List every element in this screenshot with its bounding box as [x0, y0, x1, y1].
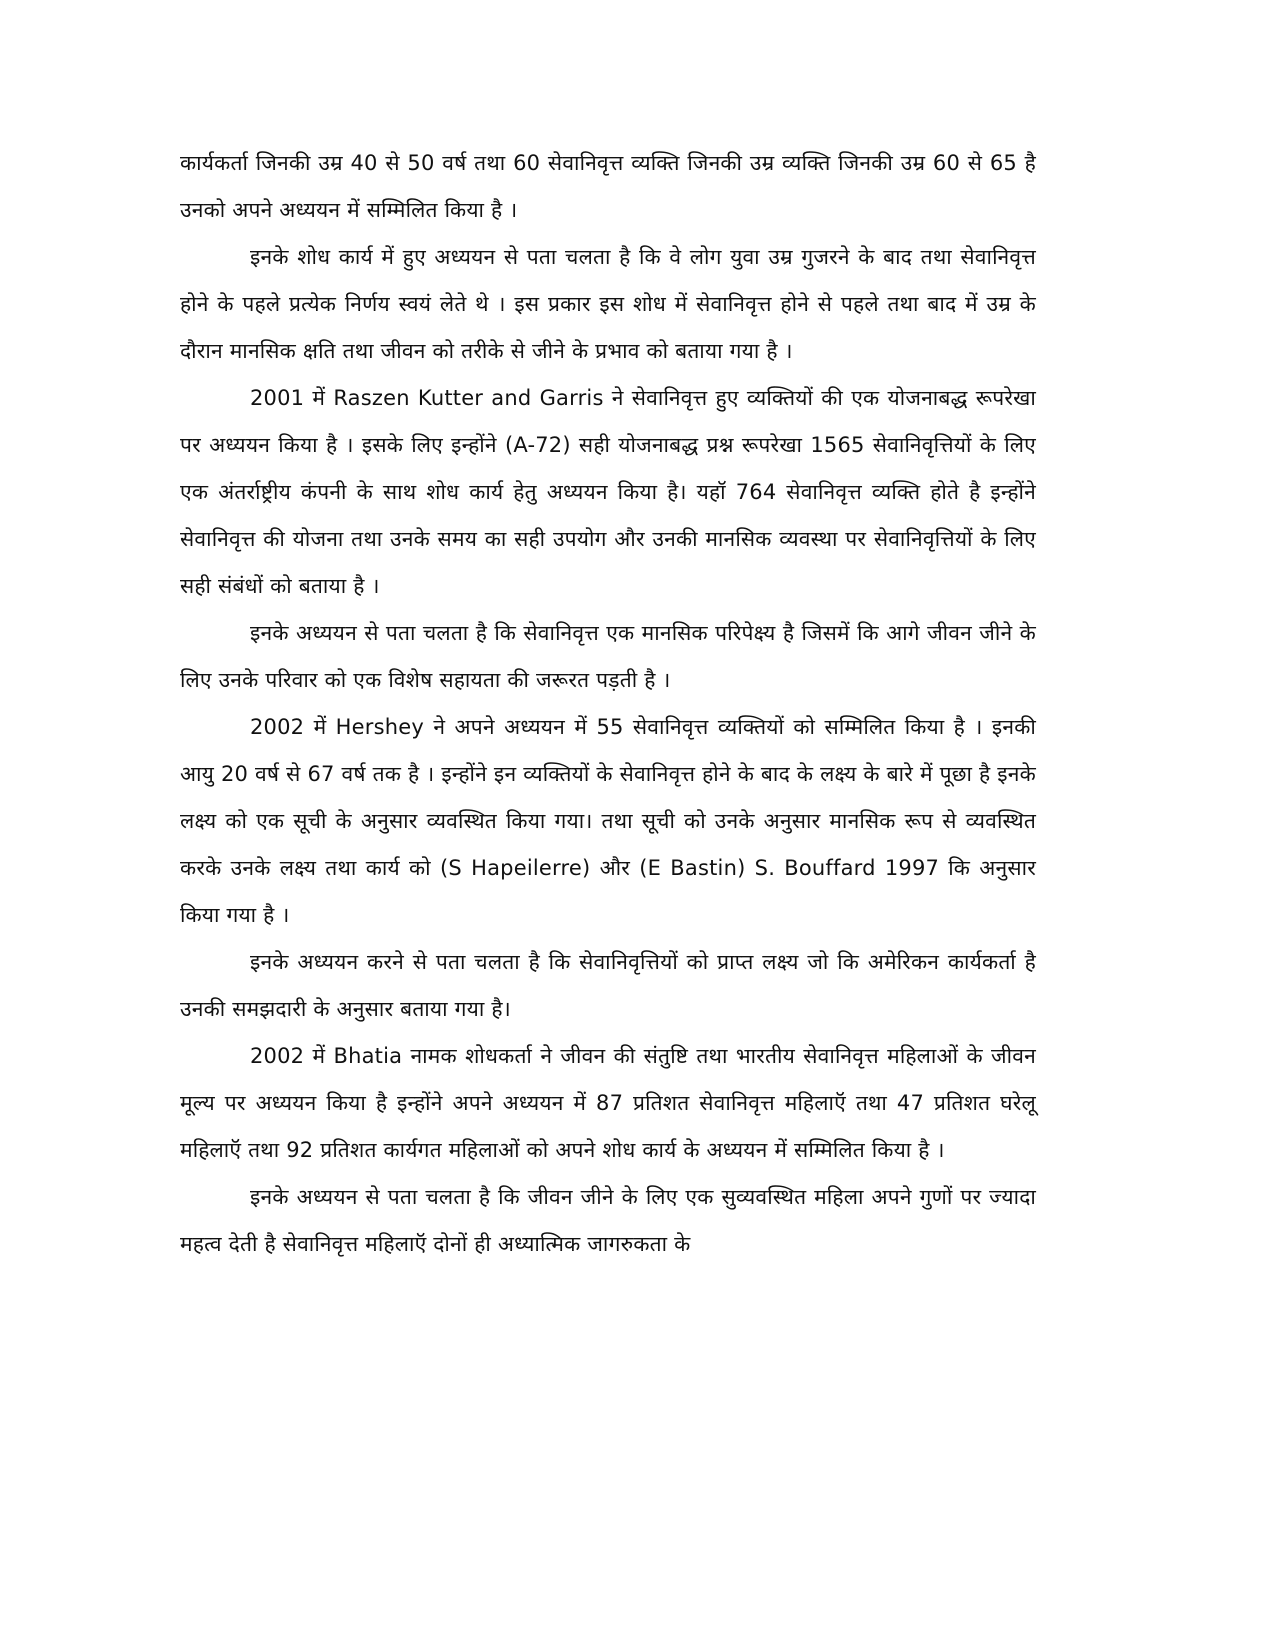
- paragraph-2001-findings: इनके अध्ययन से पता चलता है कि सेवानिवृत्त एक मानसिक परिपेक्ष्य है जिसमें कि आगे जीवन जीने के लिए उनके परिवार को एक विशेष सहायता की जरूरत पड़ती है ।: [180, 621, 1036, 692]
- paragraph-hershey-findings: इनके अध्ययन करने से पता चलता है कि सेवानिवृत्तियों को प्राप्त लक्ष्य जो कि अमेरिकन कार्यकर्ता है उनकी समझदारी के अनुसार बताया गया है।: [180, 950, 1036, 1021]
- paragraph-2001-study: 2001 में Raszen Kutter and Garris ने सेवानिवृत्त हुए व्यक्तियों की एक योजनाबद्ध रूपरेखा पर अध्ययन किया है । इसके लिए इन्होंने (A-72) सही योजनाबद्ध प्रश्न रूपरेखा 1565 सेवानिवृत्तियों के लिए एक अंतर्राष्ट्रीय कंपनी के साथ शोध कार्य हेतु अध्ययन किया है। यहॉ 764 सेवानिवृत्त व्यक्ति होते है इन्होंने सेवानिवृत्त की योजना तथा उनके समय का सही उपयोग और उनकी मानसिक व्यवस्था पर सेवानिवृत्तियों के लिए सही संबंधों को बताया है ।: [180, 386, 1036, 598]
- paragraph-research-findings: इनके शोध कार्य में हुए अध्ययन से पता चलता है कि वे लोग युवा उम्र गुजरने के बाद तथा सेवानिवृत्त होने के पहले प्रत्येक निर्णय स्वयं लेते थे । इस प्रकार इस शोध में सेवानिवृत्त होने से पहले तथा बाद में उम्र के दौरान मानसिक क्षति तथा जीवन को तरीके से जीने के प्रभाव को बताया गया है ।: [180, 245, 1036, 363]
- paragraph-bhatia-findings: इनके अध्ययन से पता चलता है कि जीवन जीने के लिए एक सुव्यवस्थित महिला अपने गुणों पर ज्यादा महत्व देती है सेवानिवृत्त महिलाऍ दोनों ही अध्यात्मिक जागरुकता के: [180, 1185, 1036, 1256]
- paragraph-2002-bhatia-study: 2002 में Bhatia नामक शोधकर्ता ने जीवन की संतुष्टि तथा भारतीय सेवानिवृत्त महिलाओं के जीवन मूल्य पर अध्ययन किया है इन्होंने अपने अध्ययन में 87 प्रतिशत सेवानिवृत्त महिलाऍ तथा 47 प्रतिशत घरेलू महिलाऍ तथा 92 प्रतिशत कार्यगत महिलाओं को अपने शोध कार्य के अध्ययन में सम्मिलित किया है ।: [180, 1044, 1036, 1162]
- paragraph-2002-hershey-study: 2002 में Hershey ने अपने अध्ययन में 55 सेवानिवृत्त व्यक्तियों को सम्मिलित किया है । इनकी आयु 20 वर्ष से 67 वर्ष तक है । इन्होंने इन व्यक्तियों के सेवानिवृत्त होने के बाद के लक्ष्य के बारे में पूछा है इनके लक्ष्य को एक सूची के अनुसार व्यवस्थित किया गया। तथा सूची को उनके अनुसार मानसिक रूप से व्यवस्थित करके उनके लक्ष्य तथा कार्य को (S Hapeilerre) और (E Bastin) S. Bouffard 1997 कि अनुसार किया गया है ।: [180, 715, 1036, 927]
- paragraph-continuation: कार्यकर्ता जिनकी उम्र 40 से 50 वर्ष तथा 60 सेवानिवृत्त व्यक्ति जिनकी उम्र व्यक्ति जिनकी उम्र 60 से 65 है उनको अपने अध्ययन में सम्मिलित किया है ।: [180, 151, 1036, 222]
- body-text: [180, 140, 1036, 1268]
